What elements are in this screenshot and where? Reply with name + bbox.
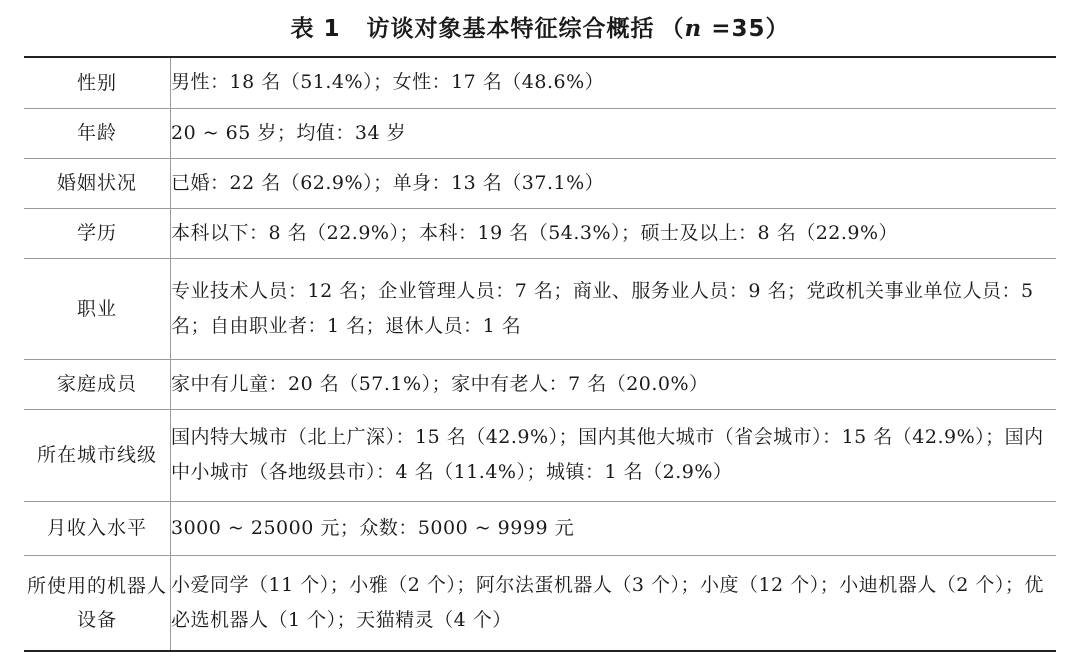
table-row-gender: [24, 57, 1056, 108]
row-value-marital-status: 已婚：22 名（62.9%）；单身：13 名（37.1%）: [171, 171, 605, 194]
table-row-monthly-income: [24, 501, 1056, 555]
table-row-family-members: [24, 359, 1056, 409]
row-label-occupation: 职业: [24, 258, 171, 359]
table-row-education: [24, 208, 1056, 258]
row-label-family-members: 家庭成员: [24, 359, 171, 409]
row-value-monthly-income: 3000 ~ 25000 元；众数：5000 ~ 9999 元: [171, 516, 575, 539]
table-caption: [0, 0, 1080, 52]
row-label-marital-status: 婚姻状况: [24, 158, 171, 208]
row-label-city-tier: 所在城市线级: [24, 409, 171, 501]
table-number: 表 1: [290, 15, 341, 42]
row-value-age: 20 ~ 65 岁；均值：34 岁: [171, 121, 407, 144]
row-value-education: 本科以下：8 名（22.9%）；本科：19 名（54.3%）；硕士及以上：8 名（22.9%）: [171, 221, 899, 244]
table-row-robot-devices: [24, 555, 1056, 651]
table-row-occupation: [24, 258, 1056, 359]
row-label-robot-devices: 所使用的机器人设备: [24, 555, 171, 651]
row-label-gender: 性别: [24, 57, 171, 108]
sample-size: [660, 10, 789, 43]
sample-size-value: =35）: [702, 15, 790, 42]
row-value-family-members: 家中有儿童：20 名（57.1%）；家中有老人：7 名（20.0%）: [171, 372, 709, 395]
table-row-city-tier: [24, 409, 1056, 501]
row-value-city-tier: 国内特大城市（北上广深）：15 名（42.9%）；国内其他大城市（省会城市）：15 名（42.9%）；国内中小城市（各地级县市）：4 名（11.4%）；城镇：1 名（2.9%）: [171, 426, 1044, 483]
row-label-monthly-income: 月收入水平: [24, 501, 171, 555]
row-label-education: 学历: [24, 208, 171, 258]
row-value-occupation: 专业技术人员：12 名；企业管理人员：7 名；商业、服务业人员：9 名；党政机关事业单位人员：5 名；自由职业者：1 名；退休人员：1 名: [171, 279, 1034, 337]
table-row-age: [24, 108, 1056, 158]
table-row-marital-status: [24, 158, 1056, 208]
row-value-gender: 男性：18 名（51.4%）；女性：17 名（48.6%）: [171, 71, 605, 94]
table-title: 访谈对象基本特征综合概括: [366, 15, 655, 42]
row-label-age: 年龄: [24, 108, 171, 158]
row-value-robot-devices: 小爱同学（11 个）；小雅（2 个）；阿尔法蛋机器人（3 个）；小度（12 个）；小迪机器人（2 个）；优必选机器人（1 个）；天猫精灵（4 个）: [171, 573, 1044, 631]
sample-size-symbol: n: [684, 14, 703, 42]
characteristics-table: [24, 56, 1056, 652]
sample-size-open: （: [660, 15, 685, 42]
